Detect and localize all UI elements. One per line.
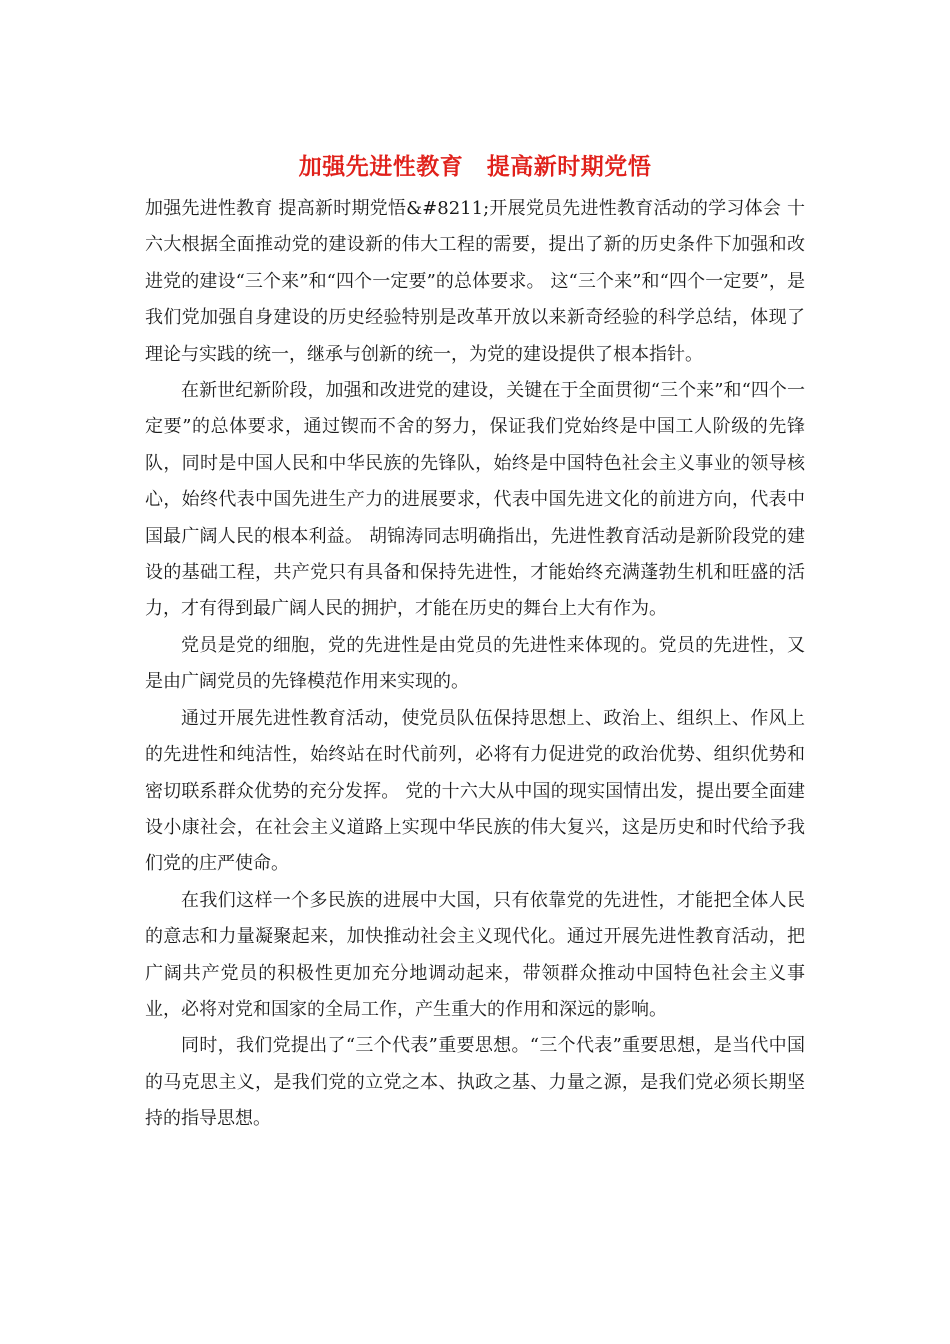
paragraph-1: 加强先进性教育 提高新时期党悟&#8211;开展党员先进性教育活动的学习体会 十六大根据全面推动党的建设新的伟大工程的需要，提出了新的历史条件下加强和改进党的建设“三个来”和“四个一定要”的总体要求。 这“三个来”和“四个一定要”，是我们党加强自身建设的历史经验特别是改革开放以来新奇经验的科学总结，体现了理论与实践的统一，继承与创新的统一，为党的建设提供了根本指针。 (145, 198, 805, 365)
paragraph-6: 同时，我们党提出了“三个代表”重要思想。“三个代表”重要思想，是当代中国的马克思主义，是我们党的立党之本、执政之基、力量之源，是我们党必须长期坚持的指导思想。 (145, 1035, 805, 1130)
paragraph-5: 在我们这样一个多民族的进展中大国，只有依靠党的先进性，才能把全体人民的意志和力量凝聚起来，加快推动社会主义现代化。通过开展先进性教育活动，把广阔共产党员的积极性更加充分地调动起来，带领群众推动中国特色社会主义事业，必将对党和国家的全局工作，产生重大的作用和深远的影响。 (145, 889, 805, 1020)
paragraph-4: 通过开展先进性教育活动，使党员队伍保持思想上、政治上、组织上、作风上的先进性和纯洁性，始终站在时代前列，必将有力促进党的政治优势、组织优势和密切联系群众优势的充分发挥。 党的十六大从中国的现实国情出发，提出要全面建设小康社会，在社会主义道路上实现中华民族的伟大复兴，这是历史和时代给予我们党的庄严使命。 (145, 707, 805, 875)
paragraph-2: 在新世纪新阶段，加强和改进党的建设，关键在于全面贯彻“三个来”和“四个一定要”的总体要求，通过锲而不舍的努力，保证我们党始终是中国工人阶级的先锋队，同时是中国人民和中华民族的先锋队，始终是中国特色社会主义事业的领导核心，始终代表中国先进生产力的进展要求，代表中国先进文化的前进方向，代表中国最广阔人民的根本利益。 胡锦涛同志明确指出，先进性教育活动是新阶段党的建设的基础工程，共产党只有具备和保持先进性，才能始终充满蓬勃生机和旺盛的活力，才有得到最广阔人民的拥护，才能在历史的舞台上大有作为。 (145, 380, 805, 620)
document-body (145, 191, 805, 1138)
document-title: 加强先进性教育 提高新时期党悟 (298, 153, 652, 180)
paragraph-3: 党员是党的细胞，党的先进性是由党员的先进性来体现的。党员的先进性，又是由广阔党员的先锋模范作用来实现的。 (145, 634, 805, 693)
